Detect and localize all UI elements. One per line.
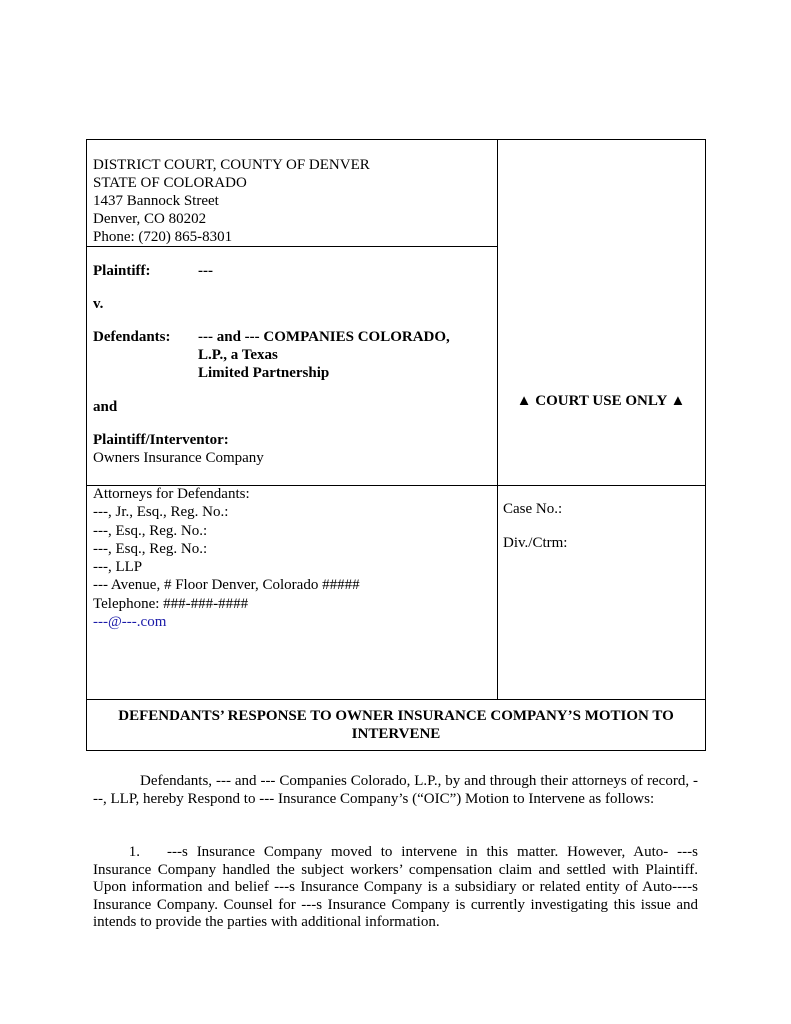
court-use-only: ▲ COURT USE ONLY ▲ xyxy=(516,393,686,409)
plaintiff-value: --- xyxy=(198,263,213,279)
attorney-3: ---, Esq., Reg. No.: xyxy=(93,540,208,557)
firm-telephone: Telephone: ###-###-#### xyxy=(93,595,249,612)
attorney-1: ---, Jr., Esq., Reg. No.: xyxy=(93,504,229,521)
defendants-line-1: --- and --- COMPANIES COLORADO, xyxy=(198,329,450,345)
paragraph-number: 1. xyxy=(128,844,140,860)
case-number: Case No.: xyxy=(503,501,563,517)
law-firm: ---, LLP xyxy=(93,559,143,576)
case-info xyxy=(503,500,567,552)
defendants-row xyxy=(93,328,450,346)
court-name: DISTRICT COURT, COUNTY OF DENVER xyxy=(93,157,370,173)
document-title-line-2: INTERVENE xyxy=(351,726,441,742)
body-paragraph-2 xyxy=(93,844,698,932)
attorneys-heading: Attorneys for Defendants: xyxy=(93,486,250,502)
court-city: Denver, CO 80202 xyxy=(93,211,207,227)
plaintiff-row xyxy=(93,262,213,280)
defendants-line-2: L.P., a Texas xyxy=(198,347,278,363)
attorney-2: ---, Esq., Reg. No.: xyxy=(93,522,208,539)
body-paragraph-1: Defendants, --- and --- Companies Colorado, L.P., by and through their attorneys of record, ---, LLP, hereby Respond to --- Insurance Company’s (“OIC”) Motion to Intervene as follows: xyxy=(93,773,698,807)
versus: v. xyxy=(93,296,104,312)
document-title-line-1: DEFENDANTS’ RESPONSE TO OWNER INSURANCE COMPANY’S MOTION TO xyxy=(118,708,674,724)
intervenor-label: Plaintiff/Interventor: xyxy=(93,432,229,448)
paragraph-2-text: ---s Insurance Company moved to intervene in this matter. However, Auto- ---s Insurance Company handled the subject workers’ compensation claim and settled with Plaintiff. Upon information and belief ---s Insurance Company is a subsidiary or related entity of Auto----s Insurance Company. Counsel for ---s Insurance Company is currently investigating this issue and intends to provide the parties with additional information. xyxy=(93,844,698,931)
firm-address: --- Avenue, # Floor Denver, Colorado ##### xyxy=(93,577,360,594)
plaintiff-label: Plaintiff: xyxy=(93,263,151,279)
court-divider xyxy=(87,246,497,247)
attorneys-info xyxy=(93,485,360,631)
division-courtroom: Div./Ctrm: xyxy=(503,535,568,551)
intervenor-value: Owners Insurance Company xyxy=(93,450,264,466)
title-divider xyxy=(87,699,705,700)
and-label: and xyxy=(93,399,118,415)
court-street: 1437 Bannock Street xyxy=(93,193,219,209)
court-phone: Phone: (720) 865-8301 xyxy=(93,229,233,245)
defendants-line-3: Limited Partnership xyxy=(198,365,330,381)
caption-table xyxy=(86,139,706,751)
defendants-label: Defendants: xyxy=(93,329,171,345)
email-link[interactable]: ---@---.com xyxy=(93,614,167,631)
column-divider xyxy=(497,140,498,699)
court-info xyxy=(93,156,370,246)
document-title xyxy=(87,707,705,743)
court-state: STATE OF COLORADO xyxy=(93,175,247,191)
